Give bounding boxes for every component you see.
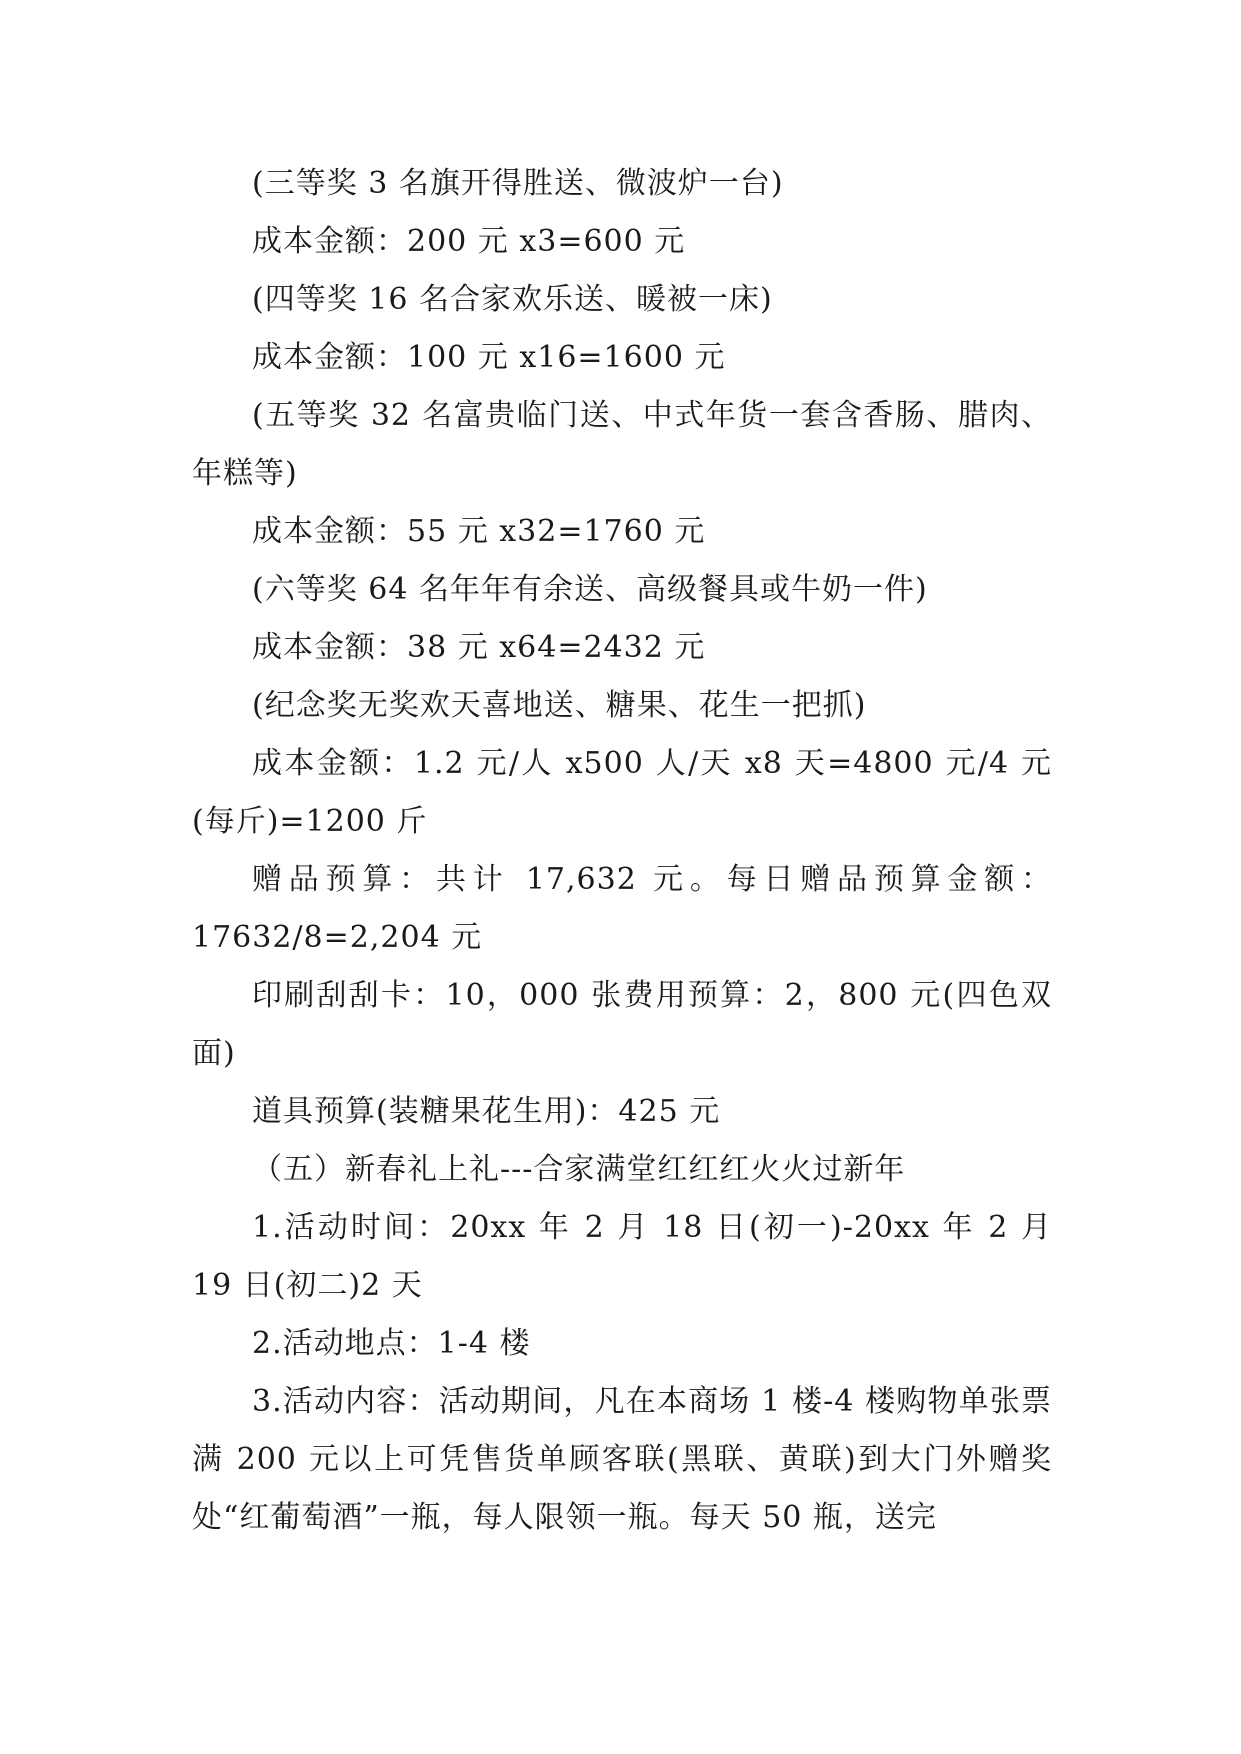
paragraph-fourth-prize: (四等奖 16 名合家欢乐送、暖被一床) — [252, 282, 773, 317]
paragraph-gift-budget: 赠品预算：共计 17,632 元。每日赠品预算金额：17632/8=2,204 元 — [192, 862, 1052, 955]
paragraph-fifth-prize-cost: 成本金额：55 元 x32=1760 元 — [252, 514, 706, 549]
paragraph-fifth-prize: (五等奖 32 名富贵临门送、中式年货一套含香肠、腊肉、年糕等) — [192, 398, 1052, 491]
paragraph-third-prize-cost: 成本金额：200 元 x3=600 元 — [252, 224, 686, 259]
paragraph-scratch-card-budget: 印刷刮刮卡：10，000 张费用预算：2，800 元(四色双面) — [192, 978, 1052, 1071]
document-body — [192, 155, 1052, 1547]
paragraph-souvenir-prize: (纪念奖无奖欢天喜地送、糖果、花生一把抓) — [252, 688, 867, 723]
paragraph-third-prize: (三等奖 3 名旗开得胜送、微波炉一台) — [252, 166, 784, 201]
paragraph-props-budget: 道具预算(装糖果花生用)：425 元 — [252, 1094, 721, 1129]
paragraph-activity-time: 1.活动时间：20xx 年 2 月 18 日(初一)-20xx 年 2 月 19 日(初二)2 天 — [192, 1210, 1052, 1303]
section-heading: （五）新春礼上礼---合家满堂红红红火火过新年 — [252, 1152, 906, 1187]
paragraph-sixth-prize-cost: 成本金额：38 元 x64=2432 元 — [252, 630, 706, 665]
paragraph-souvenir-prize-cost: 成本金额：1.2 元/人 x500 人/天 x8 天=4800 元/4 元(每斤)=1200 斤 — [192, 746, 1052, 839]
paragraph-activity-location: 2.活动地点：1-4 楼 — [252, 1326, 531, 1361]
paragraph-sixth-prize: (六等奖 64 名年年有余送、高级餐具或牛奶一件) — [252, 572, 928, 607]
paragraph-fourth-prize-cost: 成本金额：100 元 x16=1600 元 — [252, 340, 726, 375]
paragraph-activity-content: 3.活动内容：活动期间，凡在本商场 1 楼-4 楼购物单张票满 200 元以上可凭售货单顾客联(黑联、黄联)到大门外赠奖处“红葡萄酒”一瓶，每人限领一瓶。每天 50 瓶，送完 — [192, 1384, 1052, 1535]
